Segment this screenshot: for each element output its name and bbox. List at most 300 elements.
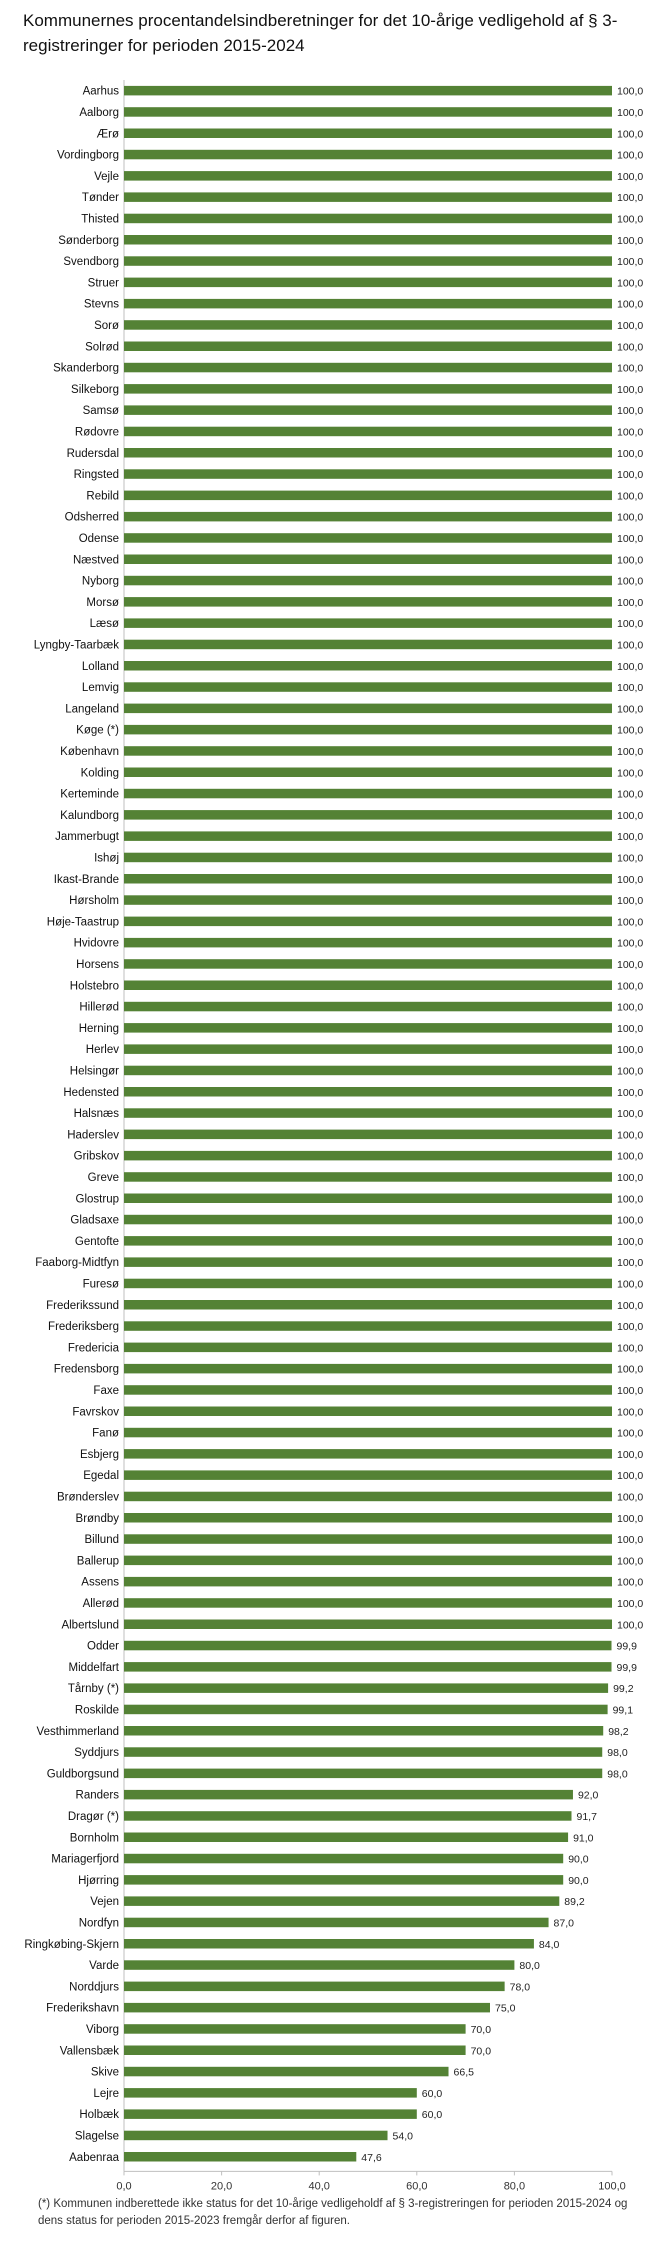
value-label: 98,0 [607, 1747, 628, 1760]
bar [124, 1321, 612, 1331]
bar [124, 2131, 388, 2141]
category-label: Greve [87, 1171, 119, 1184]
value-label: 99,2 [613, 1683, 634, 1696]
value-label: 100,0 [617, 745, 644, 758]
bar [124, 576, 612, 586]
bars-group [124, 86, 612, 2162]
category-label: Solrød [85, 341, 119, 354]
category-label: Brøndby [75, 1512, 119, 1525]
category-label: Brønderslev [57, 1491, 119, 1504]
bar [124, 1747, 602, 1757]
bar [124, 1407, 612, 1417]
category-label: Vordingborg [56, 149, 119, 162]
bar [124, 959, 612, 969]
value-label: 90,0 [568, 1853, 589, 1866]
value-label: 100,0 [617, 1129, 644, 1142]
bar [124, 1726, 603, 1736]
bar [124, 150, 612, 160]
category-label: Ikast-Brande [53, 873, 119, 886]
value-label: 100,0 [617, 1278, 644, 1291]
category-label: Kalundborg [60, 809, 119, 822]
bar [124, 2109, 417, 2119]
category-label: Haderslev [67, 1129, 119, 1142]
bar [124, 1470, 612, 1480]
value-label: 100,0 [617, 639, 644, 652]
value-label: 100,0 [617, 1001, 644, 1014]
bar [124, 1066, 612, 1076]
category-label: Sorø [94, 319, 119, 332]
category-label: Helsingør [69, 1065, 119, 1078]
bar [124, 1257, 612, 1267]
value-label: 100,0 [617, 831, 644, 844]
bar [124, 1513, 612, 1523]
bar [124, 661, 612, 671]
category-label: Ishøj [94, 852, 119, 865]
category-label: Slagelse [74, 2130, 119, 2143]
category-label: Allerød [82, 1597, 119, 1610]
category-label: Silkeborg [71, 383, 119, 396]
category-label: Odsherred [64, 511, 119, 524]
category-label: Morsø [86, 596, 119, 609]
bar [124, 1449, 612, 1459]
bar [124, 1044, 612, 1054]
bar [124, 1236, 612, 1246]
bar [124, 384, 612, 394]
value-label: 100,0 [617, 85, 644, 98]
bar [124, 1811, 571, 1821]
bar [124, 874, 612, 884]
category-label: Faaborg-Midtfyn [35, 1257, 119, 1270]
value-label: 100,0 [617, 1427, 644, 1440]
value-label: 100,0 [617, 1406, 644, 1419]
value-label: 78,0 [509, 1981, 531, 1994]
category-label: Frederikshavn [46, 2002, 119, 2015]
value-label: 100,0 [617, 575, 644, 588]
category-label: Gladsaxe [70, 1214, 119, 1227]
bar [124, 746, 612, 756]
category-label: Egedal [83, 1470, 119, 1483]
bar [124, 86, 612, 96]
category-label: Frederiksberg [48, 1321, 119, 1334]
value-label: 100,0 [617, 703, 644, 716]
category-label: Lejre [93, 2087, 119, 2100]
bar [124, 171, 612, 181]
value-label: 100,0 [617, 1491, 644, 1504]
bar [124, 1683, 608, 1693]
value-label: 100,0 [617, 192, 644, 205]
category-label: Roskilde [74, 1704, 119, 1717]
bar [124, 2067, 449, 2077]
bar [124, 129, 612, 139]
bar [124, 278, 612, 288]
value-label: 100,0 [617, 490, 644, 503]
category-label: Mariagerfjord [51, 1853, 119, 1866]
value-label: 99,9 [616, 1661, 637, 1674]
value-label: 54,0 [392, 2130, 413, 2143]
value-label: 100,0 [617, 298, 644, 311]
category-label: Tårnby (*) [67, 1683, 119, 1696]
category-label: Esbjerg [80, 1448, 119, 1461]
bar [124, 1960, 514, 1970]
bar [124, 235, 612, 245]
category-label: Glostrup [75, 1193, 119, 1206]
category-label: Jammerbugt [55, 831, 119, 844]
bar [124, 299, 612, 309]
category-label: Hvidovre [73, 937, 119, 950]
value-label: 70,0 [470, 2023, 492, 2036]
value-label: 100,0 [617, 128, 644, 141]
category-label: Struer [87, 277, 119, 290]
value-label: 92,0 [577, 1789, 599, 1802]
value-label: 100,0 [617, 1086, 644, 1099]
value-label: 100,0 [617, 1512, 644, 1525]
value-label: 70,0 [470, 2045, 492, 2058]
value-label: 100,0 [617, 1235, 644, 1248]
footnote: (*) Kommunen indberettede ikke status for det 10-årige vedligeholdf af § 3-registreringen for perioden 2015-2024 og dens status for perioden 2015-2023 fremgår derfor af figuren. [38, 2198, 628, 2227]
category-label: Odder [87, 1640, 119, 1653]
value-label: 100,0 [617, 1065, 644, 1078]
category-label: Herlev [85, 1044, 119, 1057]
category-label: Rødovre [74, 426, 119, 439]
bar [124, 2003, 490, 2013]
category-label: Fredericia [67, 1342, 119, 1355]
value-labels-group [361, 86, 643, 2164]
category-label: Svendborg [63, 256, 119, 269]
category-label: Køge (*) [76, 724, 119, 737]
bar [124, 1428, 612, 1438]
bar [124, 853, 612, 863]
value-label: 75,0 [495, 2002, 516, 2015]
category-label: Læsø [89, 618, 119, 631]
bar [124, 1598, 612, 1608]
bar [124, 1875, 563, 1885]
x-tick-label: 40,0 [308, 2180, 330, 2193]
bar [124, 1151, 612, 1161]
category-label: Ringsted [73, 469, 119, 482]
value-label: 60,0 [421, 2109, 443, 2122]
category-label: Albertslund [61, 1619, 119, 1632]
category-label: Furesø [82, 1278, 119, 1291]
bar [124, 512, 612, 522]
chart-title: Kommunernes procentandelsindberetninger for det 10-årige vedligehold af § 3-registreringer for perioden 2015-2024 [23, 11, 618, 55]
category-label: Vallensbæk [59, 2045, 119, 2058]
value-label: 100,0 [617, 277, 644, 290]
category-label: Ærø [96, 128, 119, 141]
value-label: 100,0 [617, 1363, 644, 1376]
category-label: Middelfart [68, 1661, 119, 1674]
category-label: Kerteminde [60, 788, 119, 801]
bar [124, 192, 612, 202]
bar [124, 1385, 612, 1395]
category-label: Nordfyn [78, 1917, 119, 1930]
bar [124, 256, 612, 266]
bar [124, 810, 612, 820]
category-label: Ringkøbing-Skjern [24, 1938, 119, 1951]
category-label: Dragør (*) [67, 1810, 119, 1823]
value-label: 80,0 [519, 1960, 540, 1973]
bar [124, 1918, 549, 1928]
value-label: 100,0 [617, 213, 644, 226]
bar [124, 491, 612, 501]
category-label: Sønderborg [58, 234, 119, 247]
category-label: Guldborgsund [46, 1768, 119, 1781]
value-label: 100,0 [617, 1597, 644, 1610]
bar [124, 107, 612, 117]
bar [124, 1300, 612, 1310]
bar [124, 1662, 612, 1672]
value-label: 89,2 [564, 1896, 585, 1909]
bar [124, 1023, 612, 1033]
category-label: Viborg [85, 2023, 119, 2036]
bar [124, 1130, 612, 1140]
bar [124, 1939, 534, 1949]
bar [124, 895, 612, 905]
category-label: Gentofte [74, 1235, 119, 1248]
bar [124, 1982, 505, 1992]
category-label: Gribskov [73, 1150, 119, 1163]
value-label: 100,0 [617, 469, 644, 482]
bar [124, 1705, 608, 1715]
bar [124, 1002, 612, 1012]
category-label: Tønder [81, 192, 119, 205]
bar [124, 555, 612, 565]
category-label: Hedensted [63, 1086, 119, 1099]
category-label: Fanø [92, 1427, 119, 1440]
bar [124, 214, 612, 224]
value-label: 100,0 [617, 1321, 644, 1334]
category-label: Horsens [76, 958, 119, 971]
value-label: 100,0 [617, 1214, 644, 1227]
x-tick-label: 60,0 [406, 2180, 428, 2193]
category-label: Hillerød [79, 1001, 119, 1014]
value-label: 99,1 [612, 1704, 634, 1717]
value-label: 100,0 [617, 1044, 644, 1057]
bar [124, 768, 612, 778]
bar [124, 1641, 612, 1651]
value-label: 100,0 [617, 852, 644, 865]
category-label: Randers [75, 1789, 119, 1802]
value-label: 100,0 [617, 447, 644, 460]
category-label: Faxe [93, 1384, 119, 1397]
bar [124, 2088, 417, 2098]
value-label: 100,0 [617, 319, 644, 332]
value-label: 100,0 [617, 1534, 644, 1547]
value-label: 100,0 [617, 937, 644, 950]
value-label: 100,0 [617, 106, 644, 119]
category-label: København [60, 745, 119, 758]
value-label: 100,0 [617, 596, 644, 609]
bar [124, 405, 612, 415]
category-label: Herning [78, 1022, 119, 1035]
value-label: 100,0 [617, 405, 644, 418]
category-label: Næstved [72, 554, 119, 567]
value-label: 100,0 [617, 1022, 644, 1035]
bar [124, 1194, 612, 1204]
bar [124, 1087, 612, 1097]
bar [124, 1556, 612, 1566]
bar [124, 1279, 612, 1289]
value-label: 100,0 [617, 618, 644, 631]
value-label: 100,0 [617, 767, 644, 780]
category-labels-group [24, 86, 119, 2164]
bar [124, 938, 612, 948]
category-label: Lolland [81, 660, 119, 673]
category-label: Varde [89, 1960, 119, 1973]
value-label: 90,0 [568, 1874, 589, 1887]
bar [124, 427, 612, 437]
x-ticks-group [116, 2171, 625, 2192]
category-label: Hørsholm [69, 895, 119, 908]
value-label: 100,0 [617, 958, 644, 971]
bar [124, 533, 612, 543]
value-label: 91,0 [573, 1832, 594, 1845]
bar [124, 1577, 612, 1587]
value-label: 100,0 [617, 1299, 644, 1312]
value-label: 100,0 [617, 1448, 644, 1461]
bar [124, 1790, 573, 1800]
bar [124, 917, 612, 927]
value-label: 100,0 [617, 1384, 644, 1397]
value-label: 100,0 [617, 682, 644, 695]
category-label: Frederikssund [46, 1299, 119, 1312]
bar [124, 320, 612, 330]
value-label: 87,0 [553, 1917, 574, 1930]
value-label: 100,0 [617, 341, 644, 354]
category-label: Vejen [90, 1896, 119, 1909]
value-label: 100,0 [617, 1171, 644, 1184]
bar [124, 1534, 612, 1544]
category-label: Rebild [86, 490, 119, 503]
category-label: Bornholm [69, 1832, 119, 1845]
category-label: Stevns [83, 298, 119, 311]
category-label: Nyborg [81, 575, 119, 588]
bar [124, 682, 612, 692]
category-label: Samsø [82, 405, 119, 418]
value-label: 100,0 [617, 256, 644, 269]
bar [124, 2024, 466, 2034]
value-label: 100,0 [617, 1470, 644, 1483]
category-label: Lyngby-Taarbæk [33, 639, 119, 652]
bar [124, 2152, 356, 2162]
category-label: Syddjurs [74, 1747, 119, 1760]
value-label: 100,0 [617, 1257, 644, 1270]
category-label: Favrskov [72, 1406, 119, 1419]
bar [124, 1833, 568, 1843]
value-label: 100,0 [617, 554, 644, 567]
category-label: Fredensborg [53, 1363, 119, 1376]
category-label: Billund [84, 1534, 119, 1547]
category-label: Halsnæs [73, 1108, 119, 1121]
category-label: Skanderborg [53, 362, 119, 375]
bar [124, 1896, 559, 1906]
category-label: Odense [78, 532, 119, 545]
bar [124, 469, 612, 479]
bar [124, 448, 612, 458]
value-label: 100,0 [617, 660, 644, 673]
value-label: 100,0 [617, 873, 644, 886]
value-label: 100,0 [617, 1108, 644, 1121]
value-label: 100,0 [617, 1619, 644, 1632]
value-label: 100,0 [617, 1342, 644, 1355]
bar [124, 789, 612, 799]
bar [124, 618, 612, 628]
value-label: 47,6 [361, 2151, 382, 2164]
bar [124, 2046, 466, 2056]
value-label: 84,0 [538, 1938, 560, 1951]
category-label: Norddjurs [69, 1981, 119, 1994]
value-label: 100,0 [617, 532, 644, 545]
value-label: 100,0 [617, 788, 644, 801]
category-label: Holstebro [69, 980, 119, 993]
category-label: Vesthimmerland [36, 1725, 119, 1738]
category-label: Langeland [65, 703, 119, 716]
category-label: Hjørring [78, 1874, 119, 1887]
bar [124, 1215, 612, 1225]
value-label: 100,0 [617, 1193, 644, 1206]
value-label: 100,0 [617, 724, 644, 737]
bar [124, 831, 612, 841]
value-label: 100,0 [617, 362, 644, 375]
category-label: Vejle [94, 170, 119, 183]
bar [124, 725, 612, 735]
category-label: Thisted [81, 213, 119, 226]
bar [124, 640, 612, 650]
category-label: Holbæk [79, 2109, 119, 2122]
category-label: Høje-Taastrup [46, 916, 119, 929]
bar [124, 1108, 612, 1118]
category-label: Aabenraa [69, 2151, 119, 2164]
category-label: Ballerup [76, 1555, 119, 1568]
bar [124, 363, 612, 373]
value-label: 98,0 [607, 1768, 628, 1781]
value-label: 100,0 [617, 426, 644, 439]
value-label: 100,0 [617, 234, 644, 247]
bar [124, 1343, 612, 1353]
value-label: 100,0 [617, 1576, 644, 1589]
category-label: Kolding [80, 767, 119, 780]
value-label: 100,0 [617, 980, 644, 993]
value-label: 99,9 [616, 1640, 637, 1653]
bar [124, 981, 612, 991]
value-label: 100,0 [617, 149, 644, 162]
category-label: Rudersdal [66, 447, 119, 460]
value-label: 66,5 [453, 2066, 474, 2079]
value-label: 100,0 [617, 1555, 644, 1568]
category-label: Aalborg [79, 106, 119, 119]
value-label: 100,0 [617, 383, 644, 396]
bar [124, 1364, 612, 1374]
x-tick-label: 0,0 [116, 2180, 132, 2193]
category-label: Assens [81, 1576, 119, 1589]
value-label: 91,7 [576, 1810, 597, 1823]
bar [124, 597, 612, 607]
value-label: 100,0 [617, 895, 644, 908]
value-label: 100,0 [617, 1150, 644, 1163]
x-tick-label: 80,0 [503, 2180, 526, 2193]
bar [124, 1172, 612, 1182]
category-label: Lemvig [81, 682, 119, 695]
bar [124, 342, 612, 352]
value-label: 60,0 [421, 2087, 443, 2100]
value-label: 100,0 [617, 511, 644, 524]
category-label: Aarhus [82, 85, 119, 98]
bar [124, 1620, 612, 1630]
x-tick-label: 100,0 [598, 2180, 626, 2193]
category-label: Skive [90, 2066, 119, 2079]
bar [124, 1492, 612, 1502]
bar [124, 1769, 602, 1779]
value-label: 100,0 [617, 916, 644, 929]
